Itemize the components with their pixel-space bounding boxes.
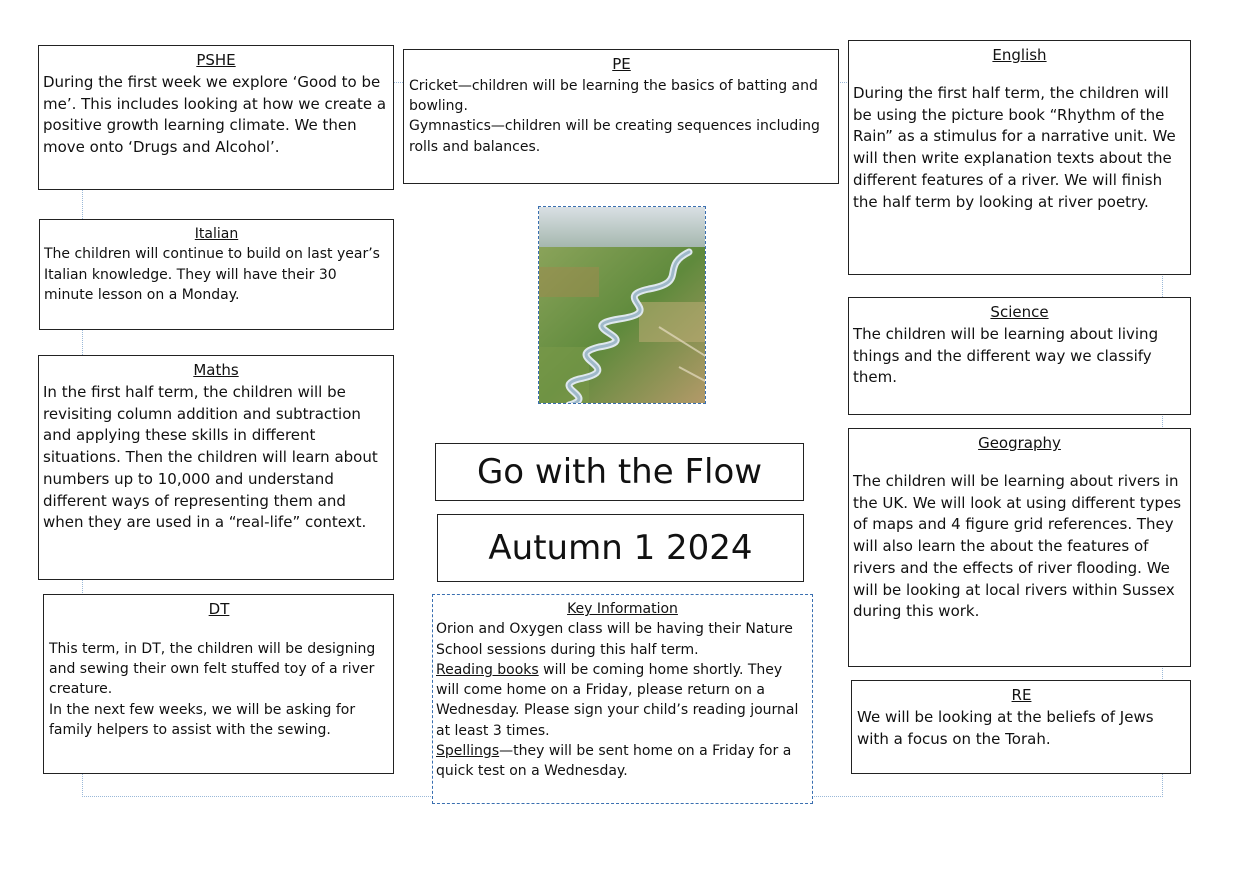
english-heading: English bbox=[992, 46, 1047, 64]
pe-cricket-text: Cricket—children will be learning the basics of batting and bowling. bbox=[409, 77, 818, 115]
re-box bbox=[851, 680, 1191, 774]
geography-text: The children will be learning about rivers in the UK. We will look at using different types of maps and 4 figure grid references. They will also learn the about the features of rivers and the effects of river flooding. We will be looking at local rivers within Sussex during this work. bbox=[853, 471, 1182, 621]
maths-box bbox=[38, 355, 394, 580]
re-heading: RE bbox=[1011, 686, 1032, 704]
pe-gymnastics-text: Gymnastics—children will be creating sequences including rolls and balances. bbox=[409, 118, 820, 155]
term-title-text: Autumn 1 2024 bbox=[488, 528, 753, 568]
science-heading: Science bbox=[990, 303, 1049, 321]
pshe-text: During the first week we explore ‘Good to be me’. This includes looking at how we create a positive growth learning climate. We then move onto ‘Drugs and Alcohol’. bbox=[43, 72, 387, 156]
term-title bbox=[437, 514, 804, 582]
dt-text-2: In the next few weeks, we will be asking for family helpers to assist with the sewing. bbox=[49, 701, 356, 738]
key-information-heading: Key Information bbox=[567, 601, 678, 617]
river-aerial-image bbox=[539, 207, 706, 404]
topic-title bbox=[435, 443, 804, 501]
dt-box bbox=[43, 594, 394, 774]
reading-books-text: will be coming home shortly. They will come home on a Friday, please return on a Wednesday. Please sign your child’s reading journal at least 3 times. bbox=[436, 661, 799, 739]
italian-heading: Italian bbox=[194, 226, 239, 242]
science-text: The children will be learning about living things and the different way we classify them. bbox=[853, 324, 1159, 387]
dt-text-1: This term, in DT, the children will be designing and sewing their own felt stuffed toy of a river creature. bbox=[49, 640, 376, 698]
maths-heading: Maths bbox=[193, 361, 239, 379]
dt-heading: DT bbox=[208, 600, 230, 618]
spellings-text: —they will be sent home on a Friday for a quick test on a Wednesday. bbox=[436, 743, 792, 780]
key-information-box bbox=[432, 594, 813, 804]
maths-text: In the first half term, the children will be revisiting column addition and subtraction and applying these skills in different situations. Then the children will learn about numbers up to 10,000 and understand different ways of representing them and when they are used in a “real-life” context. bbox=[43, 382, 378, 532]
italian-box bbox=[39, 219, 394, 330]
english-box bbox=[848, 40, 1191, 275]
nature-school-text: Orion and Oxygen class will be having their Nature School sessions during this half term. bbox=[436, 621, 793, 658]
pe-heading: PE bbox=[612, 55, 631, 73]
spellings-label: Spellings bbox=[436, 743, 500, 760]
geography-box bbox=[848, 428, 1191, 667]
science-box bbox=[848, 297, 1191, 415]
topic-title-text: Go with the Flow bbox=[476, 452, 763, 492]
pshe-box bbox=[38, 45, 394, 190]
pe-box bbox=[403, 49, 839, 184]
re-text: We will be looking at the beliefs of Jews with a focus on the Torah. bbox=[857, 707, 1154, 748]
geography-heading: Geography bbox=[978, 434, 1061, 452]
pshe-heading: PSHE bbox=[196, 51, 236, 69]
river-photo bbox=[538, 206, 706, 404]
english-text: During the first half term, the children will be using the picture book “Rhythm of the Rain” as a stimulus for a narrative unit. We will then write explanation texts about the different features of a river. We will finish the half term by looking at river poetry. bbox=[853, 83, 1176, 211]
spellings-paragraph bbox=[436, 741, 809, 782]
reading-books-label: Reading books bbox=[436, 661, 539, 678]
reading-books-paragraph bbox=[436, 660, 809, 741]
italian-text: The children will continue to build on last year’s Italian knowledge. They will have their 30 minute lesson on a Monday. bbox=[44, 246, 380, 303]
